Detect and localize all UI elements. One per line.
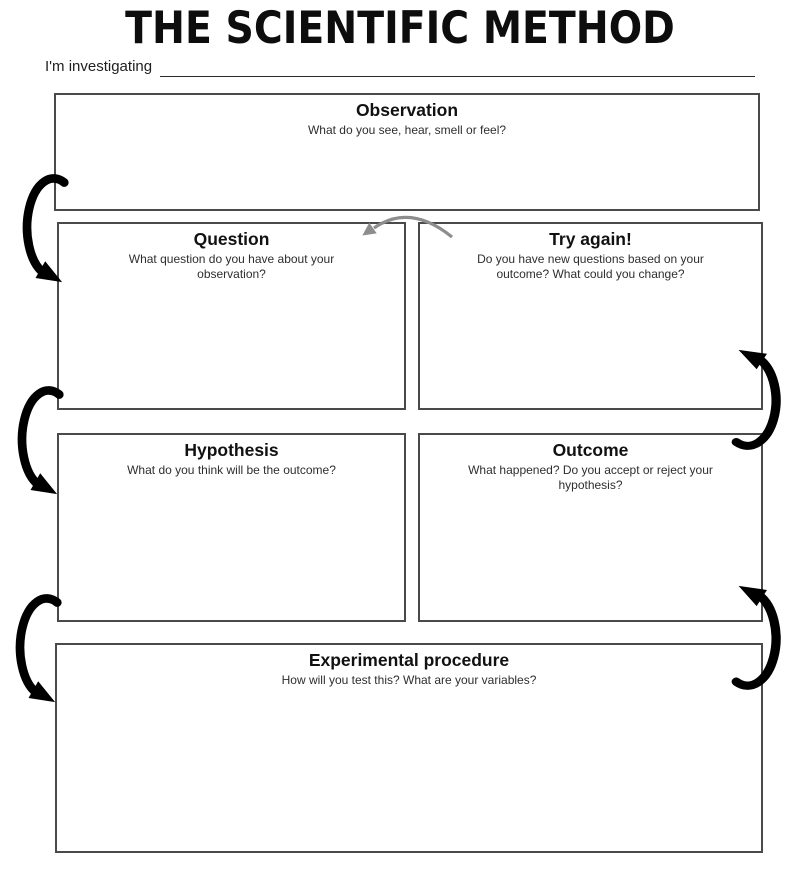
page-title: THE SCIENTIFIC METHOD — [125, 2, 675, 54]
arrow-hypothesis-to-experimental-icon — [7, 591, 65, 705]
experimental-procedure-title: Experimental procedure — [308, 650, 510, 670]
observation-subtitle: What do you see, hear, smell or feel? — [307, 122, 507, 137]
investigation-label: I'm investigating — [45, 58, 153, 75]
arrow-outcome-to-try-again-icon — [728, 349, 790, 451]
try-again-box — [418, 222, 763, 410]
hypothesis-box — [57, 433, 406, 622]
question-box — [57, 222, 406, 410]
question-write-area[interactable] — [59, 283, 404, 408]
outcome-box — [418, 433, 763, 622]
experimental-procedure-box — [55, 643, 763, 853]
experimental-procedure-subtitle: How will you test this? What are your variables? — [281, 672, 537, 687]
hypothesis-title: Hypothesis — [184, 440, 279, 460]
try-again-subtitle: Do you have new questions based on your outcome? What could you change? — [477, 251, 704, 282]
question-subtitle: What question do you have about your observation? — [128, 251, 335, 282]
investigation-input-line[interactable] — [160, 56, 755, 77]
experimental-procedure-write-area[interactable] — [57, 688, 761, 851]
arrow-observation-to-question-icon — [14, 171, 72, 285]
try-again-write-area[interactable] — [420, 283, 761, 408]
outcome-write-area[interactable] — [420, 494, 761, 620]
outcome-subtitle: What happened? Do you accept or reject your hypothesis? — [468, 462, 713, 493]
observation-title: Observation — [355, 100, 459, 120]
investigation-row — [45, 55, 755, 77]
arrow-experimental-to-outcome-icon — [728, 585, 790, 691]
outcome-title: Outcome — [552, 440, 629, 460]
arrow-question-to-hypothesis-icon — [9, 383, 67, 497]
hypothesis-write-area[interactable] — [59, 478, 404, 620]
observation-write-area[interactable] — [56, 138, 758, 209]
arrow-try-again-to-question-icon — [362, 211, 456, 241]
question-title: Question — [193, 229, 270, 249]
try-again-title: Try again! — [549, 229, 632, 249]
hypothesis-subtitle: What do you think will be the outcome? — [127, 462, 336, 477]
observation-box — [54, 93, 760, 211]
